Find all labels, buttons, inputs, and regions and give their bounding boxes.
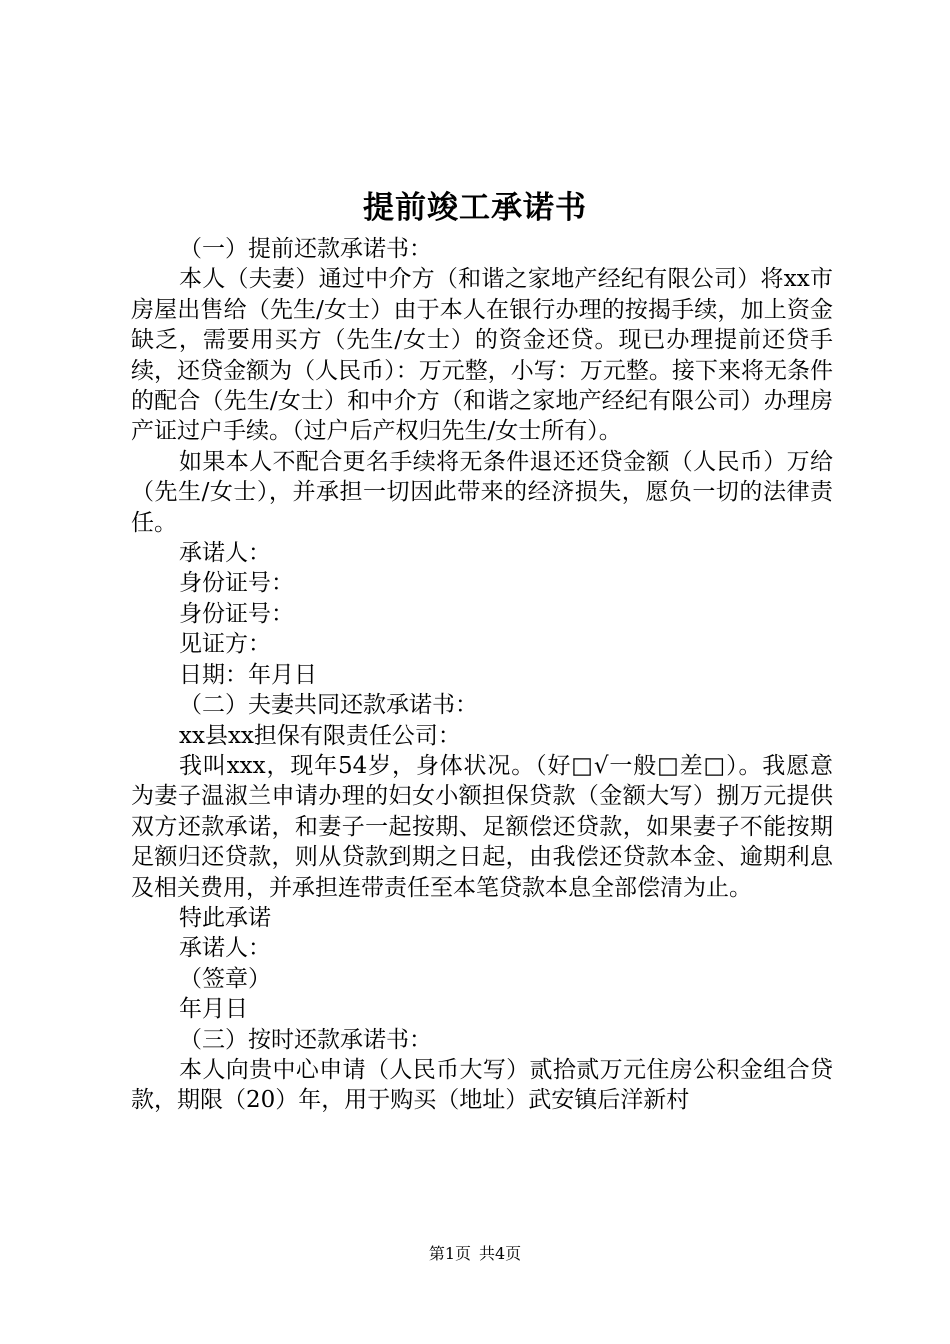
paragraph: 我叫xxx，现年54岁，身体状况。（好□√一般□差□）。我愿意为妻子温淑兰申请办理的妇女小额担保贷款（金额大写）捌万元提供双方还款承诺，和妻子一起按期、足额偿还贷款，如果妻子不能按期足额归还贷款，则从贷款到期之日起，由我偿还贷款本金、逾期利息及相关费用，并承担连带责任至本笔贷款本息全部偿清为止。 [131,752,833,901]
page-number: 第1页 [428,1244,471,1263]
page-footer [0,1243,950,1265]
paragraph: 本人（夫妻）通过中介方（和谐之家地产经纪有限公司）将xx市房屋出售给（先生/女士）由于本人在银行办理的按揭手续，加上资金缺乏，需要用买方（先生/女士）的资金还贷。现已办理提前还贷手续，还贷金额为（人民币）：万元整，小写：万元整。接下来将无条件的配合（先生/女士）和中介方（和谐之家地产经纪有限公司）办理房产证过户手续。（过户后产权归先生/女士所有）。 [131,266,833,445]
date-line: 日期：年月日 [179,661,317,688]
section-heading-3: （三）按时还款承诺书： [179,1026,432,1053]
date-line: 年月日 [179,996,248,1023]
section-heading-2: （二）夫妻共同还款承诺书： [179,692,478,719]
closing-line: 特此承诺 [179,904,271,931]
paragraph: 如果本人不配合更名手续将无条件退还还贷金额（人民币）万给（先生/女士），并承担一切因此带来的经济损失，愿负一切的法律责任。 [131,448,833,536]
witness-line: 见证方： [179,631,271,658]
id-number-line: 身份证号： [179,570,294,597]
section-heading-1: （一）提前还款承诺书： [179,236,432,262]
id-number-line: 身份证号： [179,600,294,627]
paragraph: 本人向贵中心申请（人民币大写）贰拾贰万元住房公积金组合贷款，期限（20）年，用于购买（地址）武安镇后洋新村 [131,1056,833,1114]
signature-line-promisor: 承诺人： [179,935,271,962]
addressee-line: xx县xx担保有限责任公司： [179,722,461,749]
seal-line: （签章） [179,965,271,992]
document-title: 提前竣工承诺书 [363,190,587,226]
page-total: 共4页 [479,1244,522,1263]
document-body [131,234,833,1116]
signature-line-promisor: 承诺人： [179,540,271,567]
